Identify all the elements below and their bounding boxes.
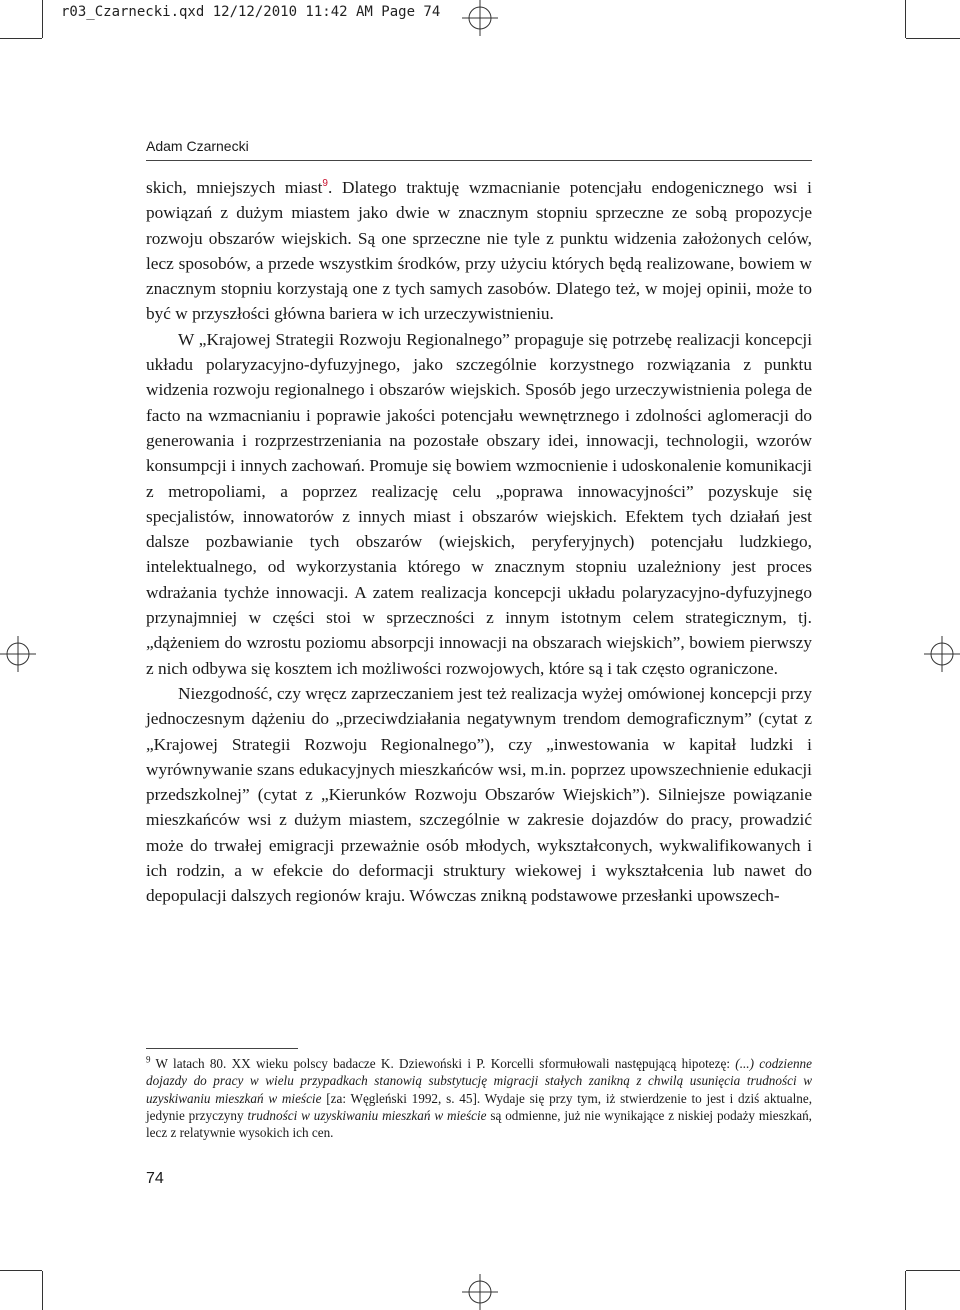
paragraph-3: Niezgodność, czy wręcz zaprzeczaniem jest też realizacja wyżej omówionej koncepcji przy jednoczesnym dążeniu do „przeciwdziałania negatywnym trendom demograficznym” (cytat z „Krajowej Strategii Rozwoju Regionalnego”), czy „inwestowania w kapitał ludzki i wyrównywanie szans edukacyjnych mieszkańców wsi, m.in. poprzez upowszechnienie edukacji przedszkolnej” (cytat z „Kierunków Rozwoju Obszarów Wiejskich”). Silniejsze powiązanie mieszkańców wsi z dużym miastem, szczególnie w zakresie dojazdów do pracy, prowadzić może do trwałej emigracji przeważnie osób młodych, wykształconych, wykwalifikowanych i ich rodzin, a w efekcie do deformacji struktury wiekowej i wykształcenia lub nawet do depopulacji dalszych regionów kraju. Wówczas znikną podstawowe przesłanki upowszech-	[146, 683, 812, 906]
paragraph-1	[146, 175, 812, 327]
page-number: 74	[146, 1170, 164, 1187]
registration-mark-icon	[924, 636, 960, 672]
file-slug: r03_Czarnecki.qxd 12/12/2010 11:42 AM Page 74	[61, 4, 441, 20]
paragraph-1-text-a: skich, mniejszych miast	[146, 178, 323, 197]
crop-mark-icon	[905, 0, 906, 38]
crop-mark-icon	[0, 1270, 42, 1271]
crop-mark-icon	[42, 0, 43, 38]
footnote-number: 9	[146, 1054, 151, 1065]
footnote-emphasis: trudności w uzyskiwaniu mieszkań w mieście	[247, 1107, 487, 1123]
crop-mark-icon	[0, 38, 42, 39]
paragraph-2: W „Krajowej Strategii Rozwoju Regionalnego” propaguje się potrzebę realizacji koncepcji układu polaryzacyjno-dyfuzyjnego, jako szczególnie korzystnego rozwiązania z punktu widzenia rozwoju regionalnego i obszarów wiejskich. Sposób jego urzeczywistnienia polega de facto na wzmacnianiu i poprawie jakości potencjału wewnętrznego i zdolności aglomeracji do generowania i rozprzestrzeniania na pozostałe obszary idei, innowacji, technologii, wzorów konsumpcji i innych zachowań. Promuje się bowiem wzmocnienie i udoskonalenie komunikacji z metropoliami, a poprzez realizację celu „poprawa innowacyjności” pozyskuje się specjalistów, innowatorów z innych miast i obszarów wiejskich. Efektem tych działań jest dalsze pozbawianie tych obszarów (wiejskich, peryferyjnych) potencjału ludzkiego, intelektualnego, od wykorzystania którego w znacznym stopniu uzależniony jest proces wdrażania tychże innowacji. A zatem realizacja koncepcji układu polaryzacyjno-dyfuzyjnego przynajmniej w części stoi w sprzeczności z innym istotnym celem strategicznym, tj. „dążeniem do wzrostu poziomu absorpcji innowacji na obszarach wiejskich”, bowiem pierwszy z nich odbywa się kosztem ich możliwości rozwojowych, które są i tak często ograniczone.	[146, 329, 812, 678]
footnote-reference[interactable]: 9	[322, 178, 328, 190]
running-header-author: Adam Czarnecki	[146, 138, 249, 154]
footnote-quote: (...) codzienne dojazdy do pracy w wielu przypadkach stanowią substytucję migracji stałych zanikną z chwilą usunięcia trudności w uzyskiwaniu mieszkań w mieście	[146, 1056, 812, 1106]
footnote-text-1: W latach 80. XX wieku polscy badacze K. Dziewoński i P. Korcelli sformułowali następującą hipotezę:	[150, 1056, 736, 1071]
body-text	[146, 175, 812, 909]
crop-mark-icon	[906, 38, 960, 39]
crop-mark-icon	[42, 1271, 43, 1310]
crop-mark-icon	[906, 1270, 960, 1271]
registration-mark-icon	[0, 636, 36, 672]
crop-mark-icon	[905, 1271, 906, 1310]
footnote-text-2: [za: Węgleński 1992, s. 45]. Wydaje się przy tym, iż stwierdzenie to jest i dziś aktualne, jedynie przyczyny	[146, 1090, 812, 1123]
paragraph-1-text-b: . Dlatego traktuję wzmacnianie potencjału endogenicznego wsi i powiązań z dużym miastem jako dwie w znacznym stopniu sprzeczne ze sobą propozycje rozwoju obszarów wiejskich. Są one sprzeczne nie tyle z punktu widzenia założonych celów, lecz sposobów, a przede wszystkim środków, przy użyciu których będą realizowane, bowiem w znacznym stopniu korzystają one z tych samych zasobów. Dlatego też, w mojej opinii, może to być w przyszłości główna bariera w ich urzeczywistnieniu.	[146, 178, 812, 324]
footnote-rule	[146, 1048, 298, 1049]
footnote-text-3: są odmienne, już nie wynikające z niskiej podaży mieszkań, lecz z relatywnie wysokich ich cen.	[146, 1107, 812, 1141]
registration-mark-icon	[462, 1274, 498, 1310]
registration-mark-icon	[462, 0, 498, 36]
header-rule	[146, 160, 812, 161]
footnote	[146, 1055, 812, 1141]
